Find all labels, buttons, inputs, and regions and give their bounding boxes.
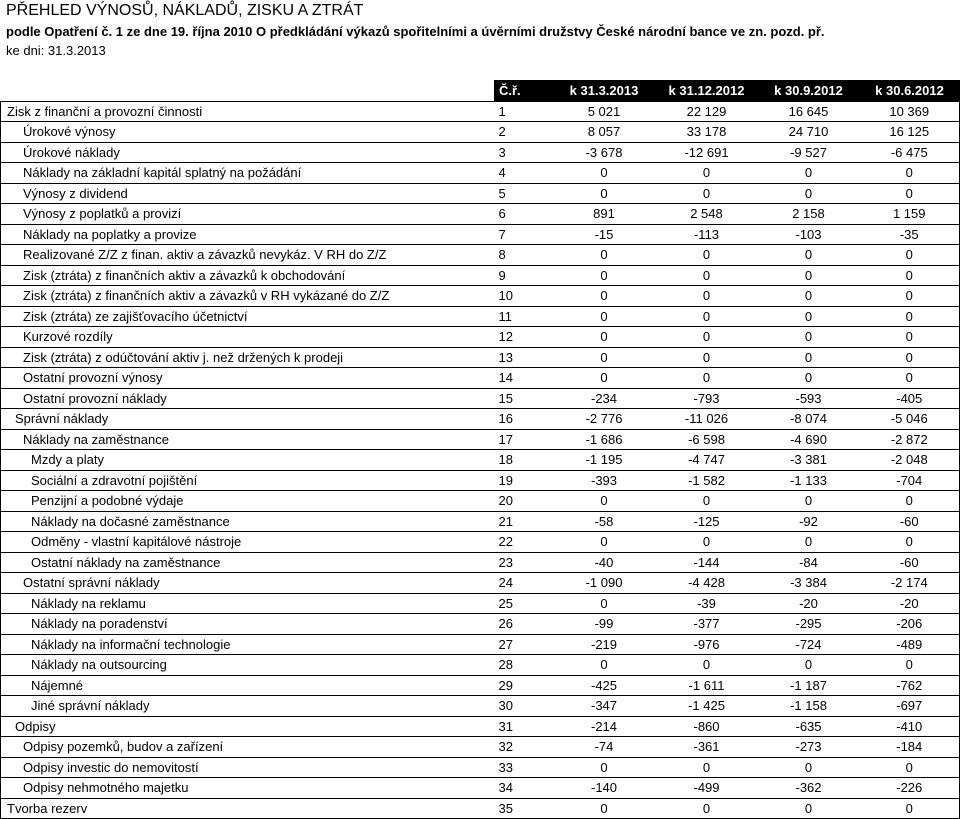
table-row <box>1 347 960 368</box>
row-label: Zisk (ztráta) z odúčtování aktiv j. než držených k prodeji <box>1 347 495 368</box>
value-cell: 0 <box>553 183 656 204</box>
row-label: Ostatní provozní náklady <box>1 388 495 409</box>
row-number: 18 <box>495 450 553 471</box>
row-number: 26 <box>495 614 553 635</box>
value-cell: 0 <box>553 655 656 676</box>
value-cell: 0 <box>656 163 758 184</box>
table-row <box>1 634 960 655</box>
value-cell: 0 <box>758 327 860 348</box>
value-cell: -295 <box>758 614 860 635</box>
value-cell: -1 133 <box>758 470 860 491</box>
value-cell: 0 <box>656 245 758 266</box>
value-cell: -234 <box>553 388 656 409</box>
value-cell: -144 <box>656 552 758 573</box>
row-label: Tvorba rezerv <box>1 798 495 819</box>
value-cell: 0 <box>656 798 758 819</box>
value-cell: 0 <box>758 491 860 512</box>
value-cell: 891 <box>553 204 656 225</box>
row-label: Náklady na informační technologie <box>1 634 495 655</box>
row-label: Náklady na reklamu <box>1 593 495 614</box>
value-cell: 0 <box>860 798 960 819</box>
row-number: 21 <box>495 511 553 532</box>
table-row <box>1 675 960 696</box>
value-cell: 1 159 <box>860 204 960 225</box>
value-cell: 0 <box>656 491 758 512</box>
value-cell: -74 <box>553 737 656 758</box>
row-label: Odpisy <box>1 716 495 737</box>
row-number: 2 <box>495 122 553 143</box>
row-label: Úrokové výnosy <box>1 122 495 143</box>
row-number: 14 <box>495 368 553 389</box>
value-cell: 0 <box>553 306 656 327</box>
table-row <box>1 101 960 122</box>
table-row <box>1 757 960 778</box>
value-cell: -15 <box>553 224 656 245</box>
row-number: 35 <box>495 798 553 819</box>
value-cell: 0 <box>656 757 758 778</box>
value-cell: -361 <box>656 737 758 758</box>
row-label: Ostatní provozní výnosy <box>1 368 495 389</box>
value-cell: -206 <box>860 614 960 635</box>
value-cell: -4 747 <box>656 450 758 471</box>
table-row <box>1 245 960 266</box>
value-cell: 0 <box>553 327 656 348</box>
value-cell: 0 <box>656 532 758 553</box>
row-label: Odpisy nehmotného majetku <box>1 778 495 799</box>
row-label: Zisk z finanční a provozní činnosti <box>1 101 495 122</box>
value-cell: -1 611 <box>656 675 758 696</box>
table-row <box>1 552 960 573</box>
value-cell: 0 <box>656 655 758 676</box>
column-header-2012-06: k 30.6.2012 <box>860 81 960 102</box>
row-label: Náklady na outsourcing <box>1 655 495 676</box>
value-cell: 0 <box>860 532 960 553</box>
table-row <box>1 696 960 717</box>
value-cell: 0 <box>656 368 758 389</box>
value-cell: -2 174 <box>860 573 960 594</box>
value-cell: 0 <box>553 286 656 307</box>
row-number: 29 <box>495 675 553 696</box>
value-cell: 0 <box>758 757 860 778</box>
row-label: Ostatní náklady na zaměstnance <box>1 552 495 573</box>
value-cell: -9 527 <box>758 142 860 163</box>
row-label: Sociální a zdravotní pojištění <box>1 470 495 491</box>
row-label: Zisk (ztráta) z finančních aktiv a závazků v RH vykázané do Z/Z <box>1 286 495 307</box>
table-row <box>1 573 960 594</box>
row-number: 11 <box>495 306 553 327</box>
value-cell: 0 <box>860 757 960 778</box>
row-label: Zisk (ztráta) ze zajišťovacího účetnictví <box>1 306 495 327</box>
value-cell: -99 <box>553 614 656 635</box>
value-cell: -60 <box>860 511 960 532</box>
value-cell: -635 <box>758 716 860 737</box>
value-cell: -35 <box>860 224 960 245</box>
row-number: 6 <box>495 204 553 225</box>
value-cell: -113 <box>656 224 758 245</box>
column-header-row-number: Č.ř. <box>495 81 553 102</box>
row-number: 27 <box>495 634 553 655</box>
value-cell: 22 129 <box>656 101 758 122</box>
value-cell: -1 582 <box>656 470 758 491</box>
value-cell: 10 369 <box>860 101 960 122</box>
table-row <box>1 409 960 430</box>
header-blank <box>1 81 495 102</box>
value-cell: 0 <box>758 286 860 307</box>
value-cell: 0 <box>860 491 960 512</box>
row-label: Výnosy z poplatků a provizí <box>1 204 495 225</box>
value-cell: -704 <box>860 470 960 491</box>
row-number: 10 <box>495 286 553 307</box>
row-label: Úrokové náklady <box>1 142 495 163</box>
row-label: Realizované Z/Z z finan. aktiv a závazků nevykáz. V RH do Z/Z <box>1 245 495 266</box>
value-cell: -226 <box>860 778 960 799</box>
table-row <box>1 491 960 512</box>
value-cell: -12 691 <box>656 142 758 163</box>
value-cell: 0 <box>553 593 656 614</box>
table-row <box>1 716 960 737</box>
table-row <box>1 224 960 245</box>
value-cell: 24 710 <box>758 122 860 143</box>
value-cell: -140 <box>553 778 656 799</box>
row-number: 24 <box>495 573 553 594</box>
value-cell: -4 690 <box>758 429 860 450</box>
value-cell: 0 <box>758 798 860 819</box>
table-row <box>1 265 960 286</box>
value-cell: 0 <box>553 532 656 553</box>
row-label: Odpisy pozemků, budov a zařízení <box>1 737 495 758</box>
row-label: Kurzové rozdíly <box>1 327 495 348</box>
income-statement-table <box>0 80 960 819</box>
row-number: 25 <box>495 593 553 614</box>
row-label: Odměny - vlastní kapitálové nástroje <box>1 532 495 553</box>
value-cell: -410 <box>860 716 960 737</box>
value-cell: -1 158 <box>758 696 860 717</box>
row-label: Náklady na základní kapitál splatný na požádání <box>1 163 495 184</box>
table-row <box>1 286 960 307</box>
value-cell: 0 <box>758 163 860 184</box>
row-number: 30 <box>495 696 553 717</box>
row-number: 17 <box>495 429 553 450</box>
table-row <box>1 122 960 143</box>
value-cell: -219 <box>553 634 656 655</box>
value-cell: -3 381 <box>758 450 860 471</box>
value-cell: -125 <box>656 511 758 532</box>
row-label: Mzdy a platy <box>1 450 495 471</box>
value-cell: 0 <box>860 347 960 368</box>
value-cell: -84 <box>758 552 860 573</box>
value-cell: 16 645 <box>758 101 860 122</box>
value-cell: -40 <box>553 552 656 573</box>
row-number: 5 <box>495 183 553 204</box>
table-row <box>1 306 960 327</box>
row-label: Výnosy z dividend <box>1 183 495 204</box>
value-cell: -58 <box>553 511 656 532</box>
value-cell: 0 <box>860 286 960 307</box>
row-number: 4 <box>495 163 553 184</box>
report-title: PŘEHLED VÝNOSŮ, NÁKLADŮ, ZISKU A ZTRÁT <box>6 2 364 19</box>
value-cell: -405 <box>860 388 960 409</box>
value-cell: -860 <box>656 716 758 737</box>
value-cell: 5 021 <box>553 101 656 122</box>
table-row <box>1 388 960 409</box>
row-number: 19 <box>495 470 553 491</box>
value-cell: 0 <box>758 183 860 204</box>
value-cell: -1 686 <box>553 429 656 450</box>
value-cell: -499 <box>656 778 758 799</box>
value-cell: -593 <box>758 388 860 409</box>
table-row <box>1 163 960 184</box>
value-cell: -793 <box>656 388 758 409</box>
table-row <box>1 470 960 491</box>
row-number: 15 <box>495 388 553 409</box>
value-cell: -489 <box>860 634 960 655</box>
report-subtitle: podle Opatření č. 1 ze dne 19. října 2010 O předkládání výkazů spořitelními a úvěrními družstvy České národní bance ve zn. pozd. př. <box>6 24 825 39</box>
value-cell: -8 074 <box>758 409 860 430</box>
value-cell: 2 548 <box>656 204 758 225</box>
value-cell: -377 <box>656 614 758 635</box>
value-cell: 0 <box>758 265 860 286</box>
value-cell: 0 <box>758 347 860 368</box>
row-number: 13 <box>495 347 553 368</box>
row-number: 28 <box>495 655 553 676</box>
value-cell: -2 776 <box>553 409 656 430</box>
column-header-2013-03: k 31.3.2013 <box>553 81 656 102</box>
value-cell: -697 <box>860 696 960 717</box>
table-row <box>1 593 960 614</box>
row-number: 34 <box>495 778 553 799</box>
row-label: Zisk (ztráta) z finančních aktiv a závazků k obchodování <box>1 265 495 286</box>
value-cell: -3 384 <box>758 573 860 594</box>
column-header-2012-09: k 30.9.2012 <box>758 81 860 102</box>
value-cell: -1 195 <box>553 450 656 471</box>
row-number: 22 <box>495 532 553 553</box>
value-cell: 0 <box>860 163 960 184</box>
value-cell: 0 <box>553 757 656 778</box>
row-label: Nájemné <box>1 675 495 696</box>
value-cell: -2 872 <box>860 429 960 450</box>
value-cell: -5 046 <box>860 409 960 430</box>
value-cell: -39 <box>656 593 758 614</box>
value-cell: 0 <box>860 368 960 389</box>
row-label: Náklady na dočasné zaměstnance <box>1 511 495 532</box>
row-number: 3 <box>495 142 553 163</box>
row-number: 12 <box>495 327 553 348</box>
value-cell: -1 187 <box>758 675 860 696</box>
value-cell: 0 <box>553 491 656 512</box>
value-cell: 0 <box>860 655 960 676</box>
value-cell: -724 <box>758 634 860 655</box>
table-row <box>1 429 960 450</box>
value-cell: -60 <box>860 552 960 573</box>
value-cell: 33 178 <box>656 122 758 143</box>
table-row <box>1 183 960 204</box>
table-row <box>1 798 960 819</box>
table-row <box>1 655 960 676</box>
value-cell: -6 598 <box>656 429 758 450</box>
value-cell: -184 <box>860 737 960 758</box>
value-cell: 0 <box>553 798 656 819</box>
value-cell: -20 <box>758 593 860 614</box>
value-cell: -425 <box>553 675 656 696</box>
table-row <box>1 511 960 532</box>
value-cell: 0 <box>656 347 758 368</box>
row-label: Ostatní správní náklady <box>1 573 495 594</box>
value-cell: 0 <box>758 368 860 389</box>
value-cell: 0 <box>860 265 960 286</box>
row-label: Náklady na poradenství <box>1 614 495 635</box>
value-cell: 0 <box>553 347 656 368</box>
row-label: Správní náklady <box>1 409 495 430</box>
table-row <box>1 778 960 799</box>
value-cell: 0 <box>758 655 860 676</box>
value-cell: 0 <box>553 163 656 184</box>
value-cell: 0 <box>860 306 960 327</box>
row-number: 9 <box>495 265 553 286</box>
value-cell: 0 <box>860 327 960 348</box>
value-cell: 8 057 <box>553 122 656 143</box>
row-number: 20 <box>495 491 553 512</box>
value-cell: -20 <box>860 593 960 614</box>
value-cell: 0 <box>860 183 960 204</box>
value-cell: -2 048 <box>860 450 960 471</box>
value-cell: -762 <box>860 675 960 696</box>
value-cell: -6 475 <box>860 142 960 163</box>
value-cell: -92 <box>758 511 860 532</box>
report-date: ke dni: 31.3.2013 <box>6 43 106 58</box>
value-cell: -393 <box>553 470 656 491</box>
row-label: Náklady na zaměstnance <box>1 429 495 450</box>
value-cell: -1 090 <box>553 573 656 594</box>
table-row <box>1 532 960 553</box>
row-number: 32 <box>495 737 553 758</box>
table-header-row <box>1 81 960 102</box>
value-cell: -214 <box>553 716 656 737</box>
row-number: 7 <box>495 224 553 245</box>
column-header-2012-12: k 31.12.2012 <box>656 81 758 102</box>
table-row <box>1 142 960 163</box>
row-label: Jiné správní náklady <box>1 696 495 717</box>
value-cell: 0 <box>758 245 860 266</box>
value-cell: 0 <box>656 183 758 204</box>
table-row <box>1 614 960 635</box>
value-cell: -347 <box>553 696 656 717</box>
value-cell: -11 026 <box>656 409 758 430</box>
row-number: 31 <box>495 716 553 737</box>
value-cell: -273 <box>758 737 860 758</box>
row-number: 23 <box>495 552 553 573</box>
value-cell: -1 425 <box>656 696 758 717</box>
value-cell: 0 <box>758 306 860 327</box>
value-cell: 0 <box>553 245 656 266</box>
value-cell: 0 <box>656 306 758 327</box>
value-cell: 0 <box>553 265 656 286</box>
row-number: 8 <box>495 245 553 266</box>
row-label: Odpisy investic do nemovitostí <box>1 757 495 778</box>
value-cell: 0 <box>656 265 758 286</box>
value-cell: 0 <box>758 532 860 553</box>
value-cell: -4 428 <box>656 573 758 594</box>
value-cell: 2 158 <box>758 204 860 225</box>
value-cell: -976 <box>656 634 758 655</box>
row-label: Náklady na poplatky a provize <box>1 224 495 245</box>
table-row <box>1 737 960 758</box>
table-row <box>1 327 960 348</box>
row-number: 1 <box>495 101 553 122</box>
value-cell: 0 <box>656 327 758 348</box>
table-row <box>1 450 960 471</box>
value-cell: -362 <box>758 778 860 799</box>
value-cell: 0 <box>860 245 960 266</box>
value-cell: -103 <box>758 224 860 245</box>
table-row <box>1 368 960 389</box>
row-label: Penzijní a podobné výdaje <box>1 491 495 512</box>
value-cell: -3 678 <box>553 142 656 163</box>
row-number: 16 <box>495 409 553 430</box>
row-number: 33 <box>495 757 553 778</box>
value-cell: 0 <box>553 368 656 389</box>
value-cell: 16 125 <box>860 122 960 143</box>
table-row <box>1 204 960 225</box>
value-cell: 0 <box>656 286 758 307</box>
